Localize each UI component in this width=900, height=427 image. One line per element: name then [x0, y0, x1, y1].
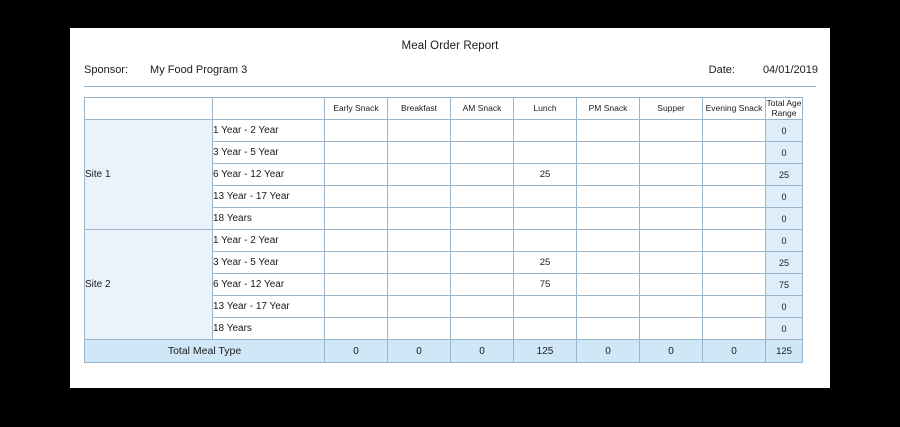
age-range-cell: 1 Year - 2 Year — [213, 120, 325, 142]
meal-count-cell — [577, 296, 640, 318]
age-range-total-cell: 0 — [766, 318, 803, 340]
meal-count-cell — [325, 252, 388, 274]
meal-count-cell — [577, 186, 640, 208]
meal-count-cell — [325, 186, 388, 208]
meal-count-cell — [703, 142, 766, 164]
header-corner-age — [213, 98, 325, 120]
meal-count-cell — [388, 142, 451, 164]
age-range-total-cell: 0 — [766, 208, 803, 230]
meal-count-cell — [640, 296, 703, 318]
age-range-cell: 18 Years — [213, 208, 325, 230]
meal-count-cell — [388, 296, 451, 318]
column-header-lunch: Lunch — [514, 98, 577, 120]
sponsor-label: Sponsor: — [84, 64, 129, 76]
meal-count-cell — [703, 318, 766, 340]
meal-count-cell — [577, 252, 640, 274]
meal-count-cell — [514, 142, 577, 164]
site-name-cell: Site 2 — [85, 230, 213, 340]
date-value: 04/01/2019 — [762, 64, 818, 76]
meal-type-total-cell: 125 — [514, 340, 577, 363]
meal-count-cell — [640, 186, 703, 208]
meal-count-cell — [640, 120, 703, 142]
header-corner-site — [85, 98, 213, 120]
meal-count-cell — [703, 274, 766, 296]
meal-type-total-cell: 0 — [577, 340, 640, 363]
age-range-cell: 3 Year - 5 Year — [213, 142, 325, 164]
meal-count-cell — [451, 230, 514, 252]
total-row — [85, 340, 803, 363]
meal-count-cell — [703, 120, 766, 142]
age-range-cell: 13 Year - 17 Year — [213, 296, 325, 318]
meal-count-cell — [388, 318, 451, 340]
meal-count-cell — [451, 208, 514, 230]
table-body — [85, 120, 803, 363]
meal-count-cell — [703, 296, 766, 318]
meal-count-cell — [388, 230, 451, 252]
age-range-cell: 6 Year - 12 Year — [213, 164, 325, 186]
meal-count-cell: 75 — [514, 274, 577, 296]
meal-count-cell — [451, 318, 514, 340]
site-name-cell: Site 1 — [85, 120, 213, 230]
meal-count-cell — [325, 208, 388, 230]
meal-count-cell — [577, 274, 640, 296]
meal-count-cell — [514, 186, 577, 208]
age-range-cell: 3 Year - 5 Year — [213, 252, 325, 274]
meal-count-cell — [325, 230, 388, 252]
meal-count-cell — [451, 186, 514, 208]
meal-count-cell — [577, 208, 640, 230]
column-header-pm-snack: PM Snack — [577, 98, 640, 120]
meal-count-cell — [514, 208, 577, 230]
meal-count-cell: 25 — [514, 252, 577, 274]
age-range-cell: 13 Year - 17 Year — [213, 186, 325, 208]
age-range-total-cell: 0 — [766, 230, 803, 252]
meal-count-cell — [388, 164, 451, 186]
meal-type-total-cell: 0 — [325, 340, 388, 363]
meal-count-cell — [388, 274, 451, 296]
total-row-label: Total Meal Type — [85, 340, 325, 363]
meal-count-cell — [703, 208, 766, 230]
date-label: Date: — [708, 64, 735, 76]
meal-count-cell: 25 — [514, 164, 577, 186]
meal-count-cell — [640, 142, 703, 164]
meal-count-cell — [451, 274, 514, 296]
meal-count-cell — [640, 208, 703, 230]
meal-count-cell — [640, 252, 703, 274]
age-range-total-cell: 0 — [766, 186, 803, 208]
meal-count-cell — [325, 164, 388, 186]
meal-count-cell — [640, 274, 703, 296]
report-meta — [70, 64, 830, 76]
meal-count-cell — [577, 142, 640, 164]
age-range-total-cell: 0 — [766, 296, 803, 318]
header-divider — [84, 86, 816, 87]
meal-type-total-cell: 0 — [388, 340, 451, 363]
meal-count-cell — [451, 142, 514, 164]
meal-count-cell — [514, 230, 577, 252]
table-row — [85, 230, 803, 252]
meal-count-cell — [451, 252, 514, 274]
column-header-breakfast: Breakfast — [388, 98, 451, 120]
meal-count-cell — [514, 296, 577, 318]
age-range-cell: 1 Year - 2 Year — [213, 230, 325, 252]
table-row — [85, 120, 803, 142]
date-block — [709, 64, 818, 76]
page-title: Meal Order Report — [401, 40, 499, 52]
meal-count-cell — [325, 120, 388, 142]
meal-count-cell — [325, 296, 388, 318]
grand-total-cell: 125 — [766, 340, 803, 363]
column-header-early-snack: Early Snack — [325, 98, 388, 120]
age-range-total-cell: 25 — [766, 164, 803, 186]
total-age-range-line2: Range — [771, 107, 797, 118]
meal-count-cell — [388, 208, 451, 230]
meal-type-total-cell: 0 — [703, 340, 766, 363]
meal-order-table — [84, 97, 803, 363]
meal-count-cell — [388, 120, 451, 142]
column-header-supper: Supper — [640, 98, 703, 120]
meal-count-cell — [703, 252, 766, 274]
meal-count-cell — [325, 142, 388, 164]
meal-count-cell — [514, 318, 577, 340]
column-header-evening-snack: Evening Snack — [703, 98, 766, 120]
meal-count-cell — [577, 120, 640, 142]
meal-count-cell — [451, 296, 514, 318]
age-range-total-cell: 25 — [766, 252, 803, 274]
age-range-total-cell: 0 — [766, 120, 803, 142]
meal-type-total-cell: 0 — [640, 340, 703, 363]
meal-count-cell — [451, 164, 514, 186]
report-page — [70, 28, 830, 388]
meal-count-cell — [325, 318, 388, 340]
total-age-range-line1: Total Age — [766, 97, 802, 108]
meal-count-cell — [640, 230, 703, 252]
meal-count-cell — [514, 120, 577, 142]
meal-count-cell — [703, 186, 766, 208]
meal-count-cell — [325, 274, 388, 296]
sponsor-value: My Food Program 3 — [150, 64, 248, 76]
meal-count-cell — [388, 186, 451, 208]
age-range-total-cell: 0 — [766, 142, 803, 164]
meal-type-total-cell: 0 — [451, 340, 514, 363]
column-header-total-age-range — [766, 98, 803, 120]
meal-count-cell — [451, 120, 514, 142]
meal-count-cell — [640, 318, 703, 340]
meal-count-cell — [577, 230, 640, 252]
meal-count-cell — [703, 164, 766, 186]
table-header — [85, 98, 803, 120]
column-header-am-snack: AM Snack — [451, 98, 514, 120]
meal-count-cell — [703, 230, 766, 252]
age-range-cell: 6 Year - 12 Year — [213, 274, 325, 296]
meal-count-cell — [577, 164, 640, 186]
age-range-total-cell: 75 — [766, 274, 803, 296]
sponsor-block — [84, 64, 247, 76]
meal-count-cell — [640, 164, 703, 186]
meal-count-cell — [388, 252, 451, 274]
age-range-cell: 18 Years — [213, 318, 325, 340]
meal-count-cell — [577, 318, 640, 340]
